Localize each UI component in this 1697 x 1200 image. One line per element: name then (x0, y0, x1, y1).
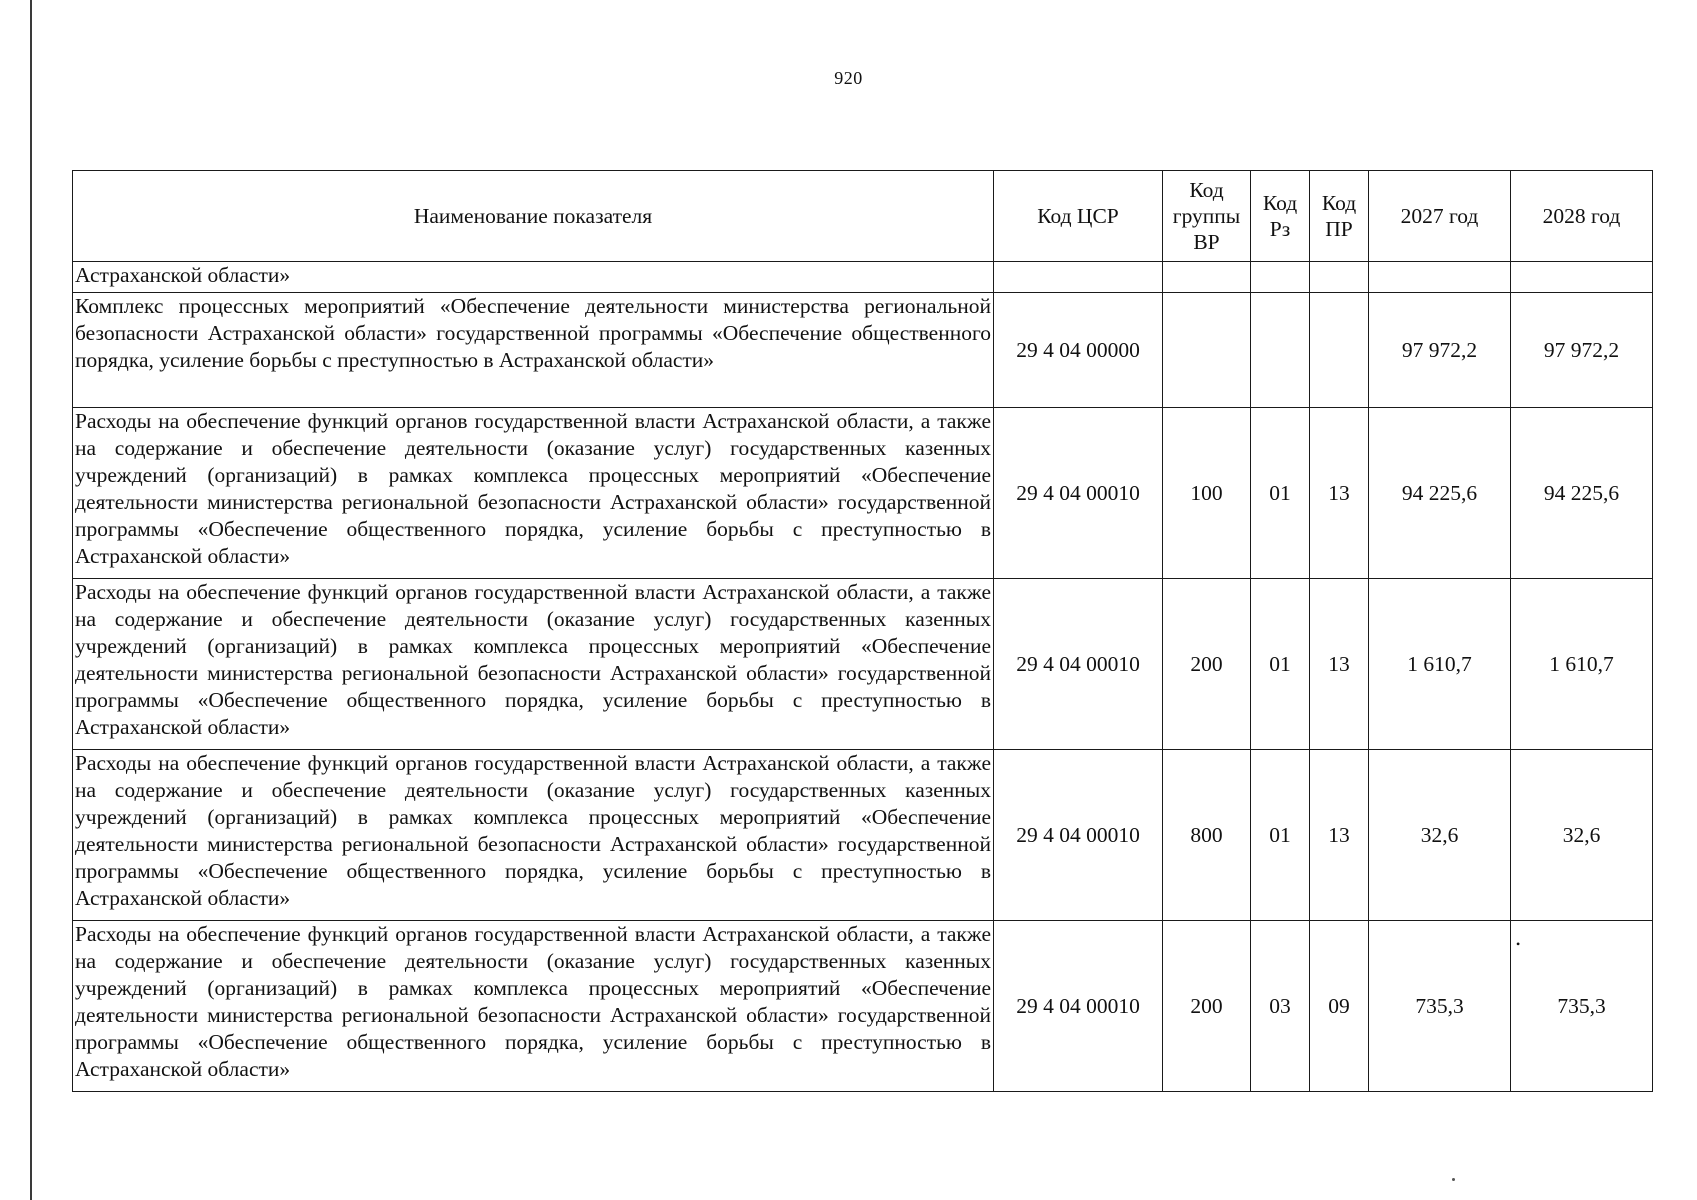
table-header (73, 171, 1653, 262)
row-csr: 29 4 04 00010 (994, 921, 1163, 1092)
row-rz: 01 (1251, 750, 1310, 921)
row-csr (994, 262, 1163, 293)
row-name: Астраханской области» (73, 262, 994, 293)
header-name: Наименование показателя (73, 171, 994, 262)
row-csr: 29 4 04 00000 (994, 293, 1163, 408)
row-csr: 29 4 04 00010 (994, 408, 1163, 579)
row-2027 (1369, 262, 1511, 293)
row-2027: 32,6 (1369, 750, 1511, 921)
row-2028: 94 225,6 (1511, 408, 1653, 579)
row-2028 (1511, 262, 1653, 293)
header-rz: Код Рз (1251, 171, 1310, 262)
header-2028: 2028 год (1511, 171, 1653, 262)
row-2028: 97 972,2 (1511, 293, 1653, 408)
row-name: Расходы на обеспечение функций органов государственной власти Астраханской области, а также на содержание и обеспечение деятельности (оказание услуг) государственных казенных учреждений (организаций) в рамках комплекса процессных мероприятий «Обеспечение деятельности министерства региональной безопасности Астраханской области» государственной программы «Обеспечение общественного порядка, усиление борьбы с преступностью в Астраханской области» (73, 579, 994, 750)
header-2027: 2027 год (1369, 171, 1511, 262)
row-rz: 01 (1251, 408, 1310, 579)
header-row (73, 171, 1653, 262)
scan-mark: • (1516, 937, 1521, 951)
row-pr: 13 (1310, 750, 1369, 921)
row-vr (1163, 262, 1251, 293)
row-vr: 100 (1163, 408, 1251, 579)
row-vr (1163, 293, 1251, 408)
row-vr: 800 (1163, 750, 1251, 921)
row-vr: 200 (1163, 579, 1251, 750)
header-pr: Код ПР (1310, 171, 1369, 262)
row-rz: 03 (1251, 921, 1310, 1092)
table-body (73, 262, 1653, 1092)
header-vr: Код группы ВР (1163, 171, 1251, 262)
row-pr: 13 (1310, 408, 1369, 579)
row-rz (1251, 262, 1310, 293)
table-row (73, 408, 1653, 579)
header-csr: Код ЦСР (994, 171, 1163, 262)
row-pr: 13 (1310, 579, 1369, 750)
row-vr: 200 (1163, 921, 1251, 1092)
row-2028: 32,6 (1511, 750, 1653, 921)
row-name: Расходы на обеспечение функций органов государственной власти Астраханской области, а также на содержание и обеспечение деятельности (оказание услуг) государственных казенных учреждений (организаций) в рамках комплекса процессных мероприятий «Обеспечение деятельности министерства региональной безопасности Астраханской области» государственной программы «Обеспечение общественного порядка, усиление борьбы с преступностью в Астраханской области» (73, 408, 994, 579)
row-rz: 01 (1251, 579, 1310, 750)
row-2028: 735,3 (1511, 921, 1653, 1092)
row-pr (1310, 262, 1369, 293)
row-2027: 94 225,6 (1369, 408, 1511, 579)
row-2027: 97 972,2 (1369, 293, 1511, 408)
row-name: Расходы на обеспечение функций органов государственной власти Астраханской области, а также на содержание и обеспечение деятельности (оказание услуг) государственных казенных учреждений (организаций) в рамках комплекса процессных мероприятий «Обеспечение деятельности министерства региональной безопасности Астраханской области» государственной программы «Обеспечение общественного порядка, усиление борьбы с преступностью в Астраханской области» (73, 750, 994, 921)
row-2027: 735,3 (1369, 921, 1511, 1092)
page-margin-line (30, 0, 32, 1200)
budget-table (72, 170, 1653, 1092)
table-row (73, 921, 1653, 1092)
table-row (73, 579, 1653, 750)
table-row (73, 262, 1653, 293)
table-row (73, 293, 1653, 408)
row-2027: 1 610,7 (1369, 579, 1511, 750)
row-pr: 09 (1310, 921, 1369, 1092)
row-pr (1310, 293, 1369, 408)
scan-dot (1452, 1178, 1455, 1181)
row-csr: 29 4 04 00010 (994, 579, 1163, 750)
row-csr: 29 4 04 00010 (994, 750, 1163, 921)
row-2028: 1 610,7 (1511, 579, 1653, 750)
row-name: Комплекс процессных мероприятий «Обеспечение деятельности министерства региональной безопасности Астраханской области» государственной программы «Обеспечение общественного порядка, усиление борьбы с преступностью в Астраханской области» (73, 293, 994, 408)
table-row (73, 750, 1653, 921)
row-rz (1251, 293, 1310, 408)
row-name: Расходы на обеспечение функций органов государственной власти Астраханской области, а также на содержание и обеспечение деятельности (оказание услуг) государственных казенных учреждений (организаций) в рамках комплекса процессных мероприятий «Обеспечение деятельности министерства региональной безопасности Астраханской области» государственной программы «Обеспечение общественного порядка, усиление борьбы с преступностью в Астраханской области» (73, 921, 994, 1092)
page-number: 920 (834, 68, 863, 88)
